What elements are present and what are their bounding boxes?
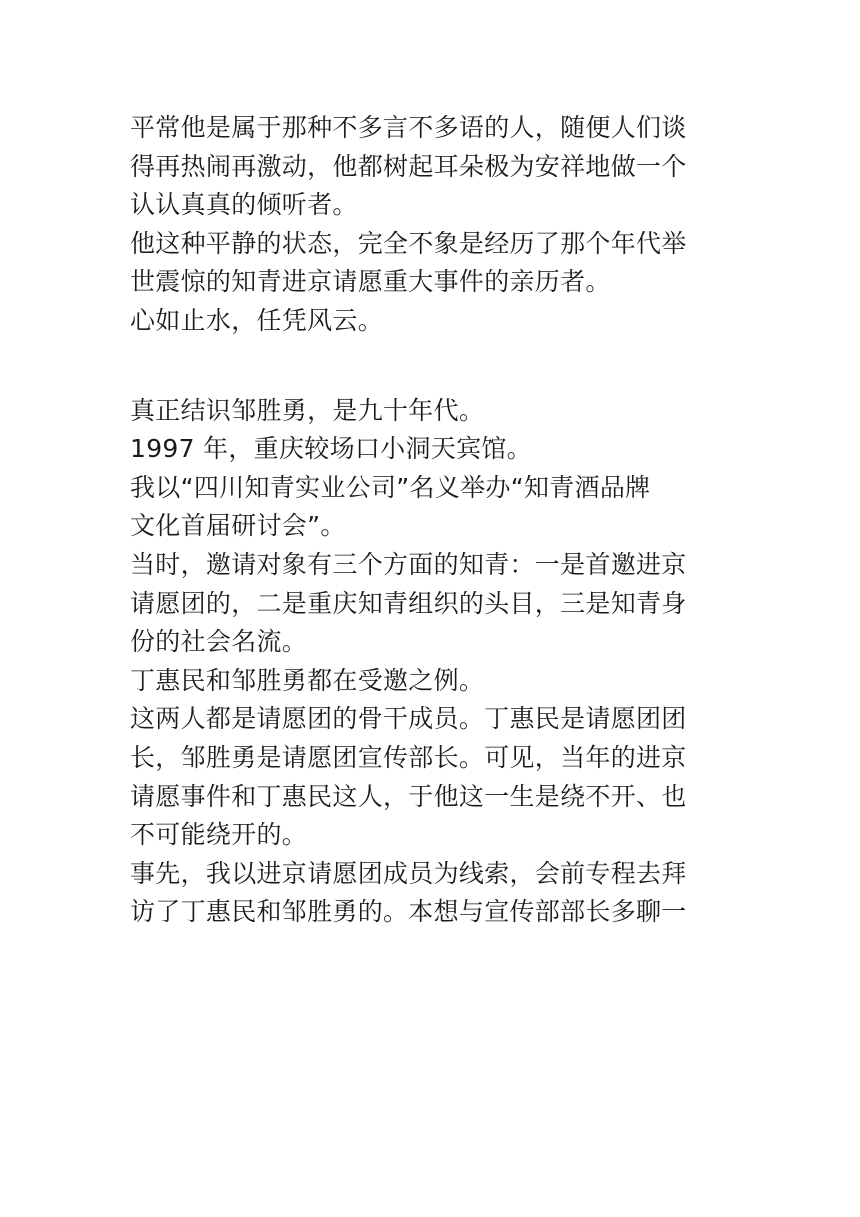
paragraph-gap (130, 341, 734, 392)
text-line: 心如止水，任凭风云。 (130, 305, 384, 335)
text-line: 1997 年，重庆较场口小洞天宾馆。 (130, 434, 532, 464)
text-line: 长，邹胜勇是请愿团宣传部长。可见，当年的进京 (130, 742, 687, 772)
text-line: 世震惊的知青进京请愿重大事件的亲历者。 (130, 267, 611, 297)
text-line: 请愿团的，二是重庆知青组织的头目，三是知青身 (130, 588, 687, 618)
text-line: 得再热闹再激动，他都树起耳朵极为安祥地做一个 (130, 151, 687, 181)
text-line: 份的社会名流。 (130, 627, 308, 657)
text-line: 丁惠民和邹胜勇都在受邀之例。 (130, 665, 485, 695)
text-line: 他这种平静的状态，完全不象是经历了那个年代举 (130, 228, 687, 258)
text-line: 文化首届研讨会”。 (130, 511, 346, 541)
text-line: 我以“四川知青实业公司”名义举办“知青酒品牌 (130, 472, 651, 502)
text-line: 访了丁惠民和邹胜勇的。本想与宣传部部长多聊一 (130, 897, 687, 927)
text-line: 事先，我以进京请愿团成员为线索，会前专程去拜 (130, 858, 687, 888)
document-body (130, 109, 734, 932)
text-line: 认认真真的倾听者。 (130, 190, 358, 220)
text-line: 当时，邀请对象有三个方面的知青：一是首邀进京 (130, 549, 687, 579)
text-line: 请愿事件和丁惠民这人，于他这一生是绕不开、也 (130, 781, 687, 811)
text-line: 平常他是属于那种不多言不多语的人，随便人们谈 (130, 113, 687, 142)
text-line: 这两人都是请愿团的骨干成员。丁惠民是请愿团团 (130, 704, 687, 734)
text-line: 不可能绕开的。 (130, 820, 308, 850)
text-line: 真正结识邹胜勇，是九十年代。 (130, 395, 485, 425)
